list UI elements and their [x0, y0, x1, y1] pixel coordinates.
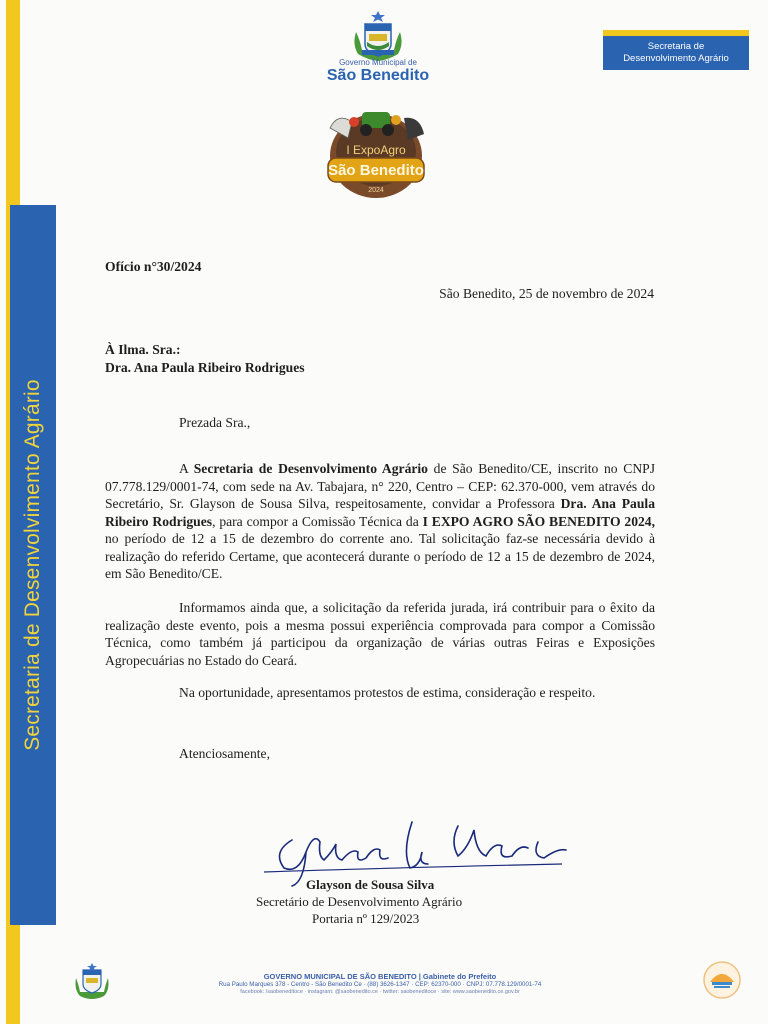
footer-line-3: facebook: /saobeneditoce · instagram: @saobenedito.ce · twitter: saobeneditoce · site: www.saobenedito.ce.gov.br	[240, 989, 520, 995]
expoagro-logo	[308, 104, 444, 204]
badge-line-1: Secretaria de	[647, 41, 705, 52]
signer-portaria: Portaria nº 129/2023	[312, 911, 420, 926]
p1-part-c: de São Benedito/CE, inscrito no CNPJ 07.778.129/0001-74, com sede na Av. Tabajara, n° 220, Centro – CEP: 62.370-000, vem através do Secretário, Sr. Glayson de Sousa Silva, respeitosamente, convidar a Professora	[105, 461, 656, 511]
footer-line-2: Rua Paulo Marques 378 - Centro - São Benedito Ce · (88) 3626-1347 · CEP: 62370-000 · CNPJ: 07.778.129/0001-74	[218, 981, 542, 988]
p1-secretaria: Secretaria de Desenvolvimento Agrário	[193, 461, 428, 476]
place-and-date: São Benedito, 25 de novembro de 2024	[439, 286, 654, 301]
addressee-title: À Ilma. Sra.:	[105, 342, 181, 357]
signer-role: Secretário de Desenvolvimento Agrário	[256, 894, 463, 909]
signer-name: Glayson de Sousa Silva	[306, 877, 435, 892]
badge-line-2: Desenvolvimento Agrário	[623, 53, 729, 64]
p2-text: Informamos ainda que, a solicitação da referida jurada, irá contribuir para o êxito da realização deste evento, pois a mesma possui experiência comprovada para compor a Comissão Técnica, como também já participou da organização de várias outras Feiras e Exposições Agropecuárias no Estado do Ceará.	[105, 600, 655, 668]
greeting: Prezada Sra.,	[179, 415, 251, 430]
expo-year-text: 2024	[368, 187, 384, 194]
caption-governo: Governo Municipal de	[339, 58, 417, 67]
caption-sao-benedito: São Benedito	[326, 67, 430, 84]
p1-event-name: I EXPO AGRO SÃO BENEDITO 2024,	[422, 513, 655, 529]
p1-part-e: , para compor a Comissão Técnica da	[212, 513, 423, 529]
paragraph-2	[105, 599, 655, 669]
footer-seal-icon	[702, 960, 742, 1000]
addressee-name: Dra. Ana Paula Ribeiro Rodrigues	[105, 360, 305, 375]
p3-text: Na oportunidade, apresentamos protestos de estima, consideração e respeito.	[179, 685, 596, 700]
municipal-crest-icon	[348, 10, 408, 62]
department-badge	[603, 36, 749, 70]
p1-professor-name: Dra. Ana Paula Ribeiro Rodrigues	[105, 496, 655, 529]
footer-line-1: GOVERNO MUNICIPAL DE SÃO BENEDITO | Gabinete do Prefeito	[263, 972, 497, 981]
footer-crest-icon	[72, 962, 112, 1002]
page-footer	[160, 972, 600, 996]
paragraph-3	[105, 684, 655, 702]
expo-title-text: I ExpoAgro	[346, 143, 406, 157]
signature-block	[256, 876, 462, 927]
p1-part-a: A	[179, 461, 194, 476]
expo-city-text: São Benedito	[328, 162, 424, 179]
sidebar-blue-band	[10, 205, 56, 925]
sidebar-vertical-title: Secretaria de Desenvolvimento Agrário	[21, 379, 44, 751]
paragraph-1	[105, 460, 655, 583]
closing: Atenciosamente,	[179, 746, 270, 761]
oficio-number: Ofício n°30/2024	[105, 259, 202, 274]
municipal-caption	[300, 58, 456, 85]
p1-part-g: no período de 12 a 15 de dezembro do corrente ano. Tal solicitação faz-se necessária devido à realização do referido Certame, que acontecerá durante o período de 12 a 15 de dezembro de 2024, em São Benedito/CE.	[105, 531, 655, 581]
